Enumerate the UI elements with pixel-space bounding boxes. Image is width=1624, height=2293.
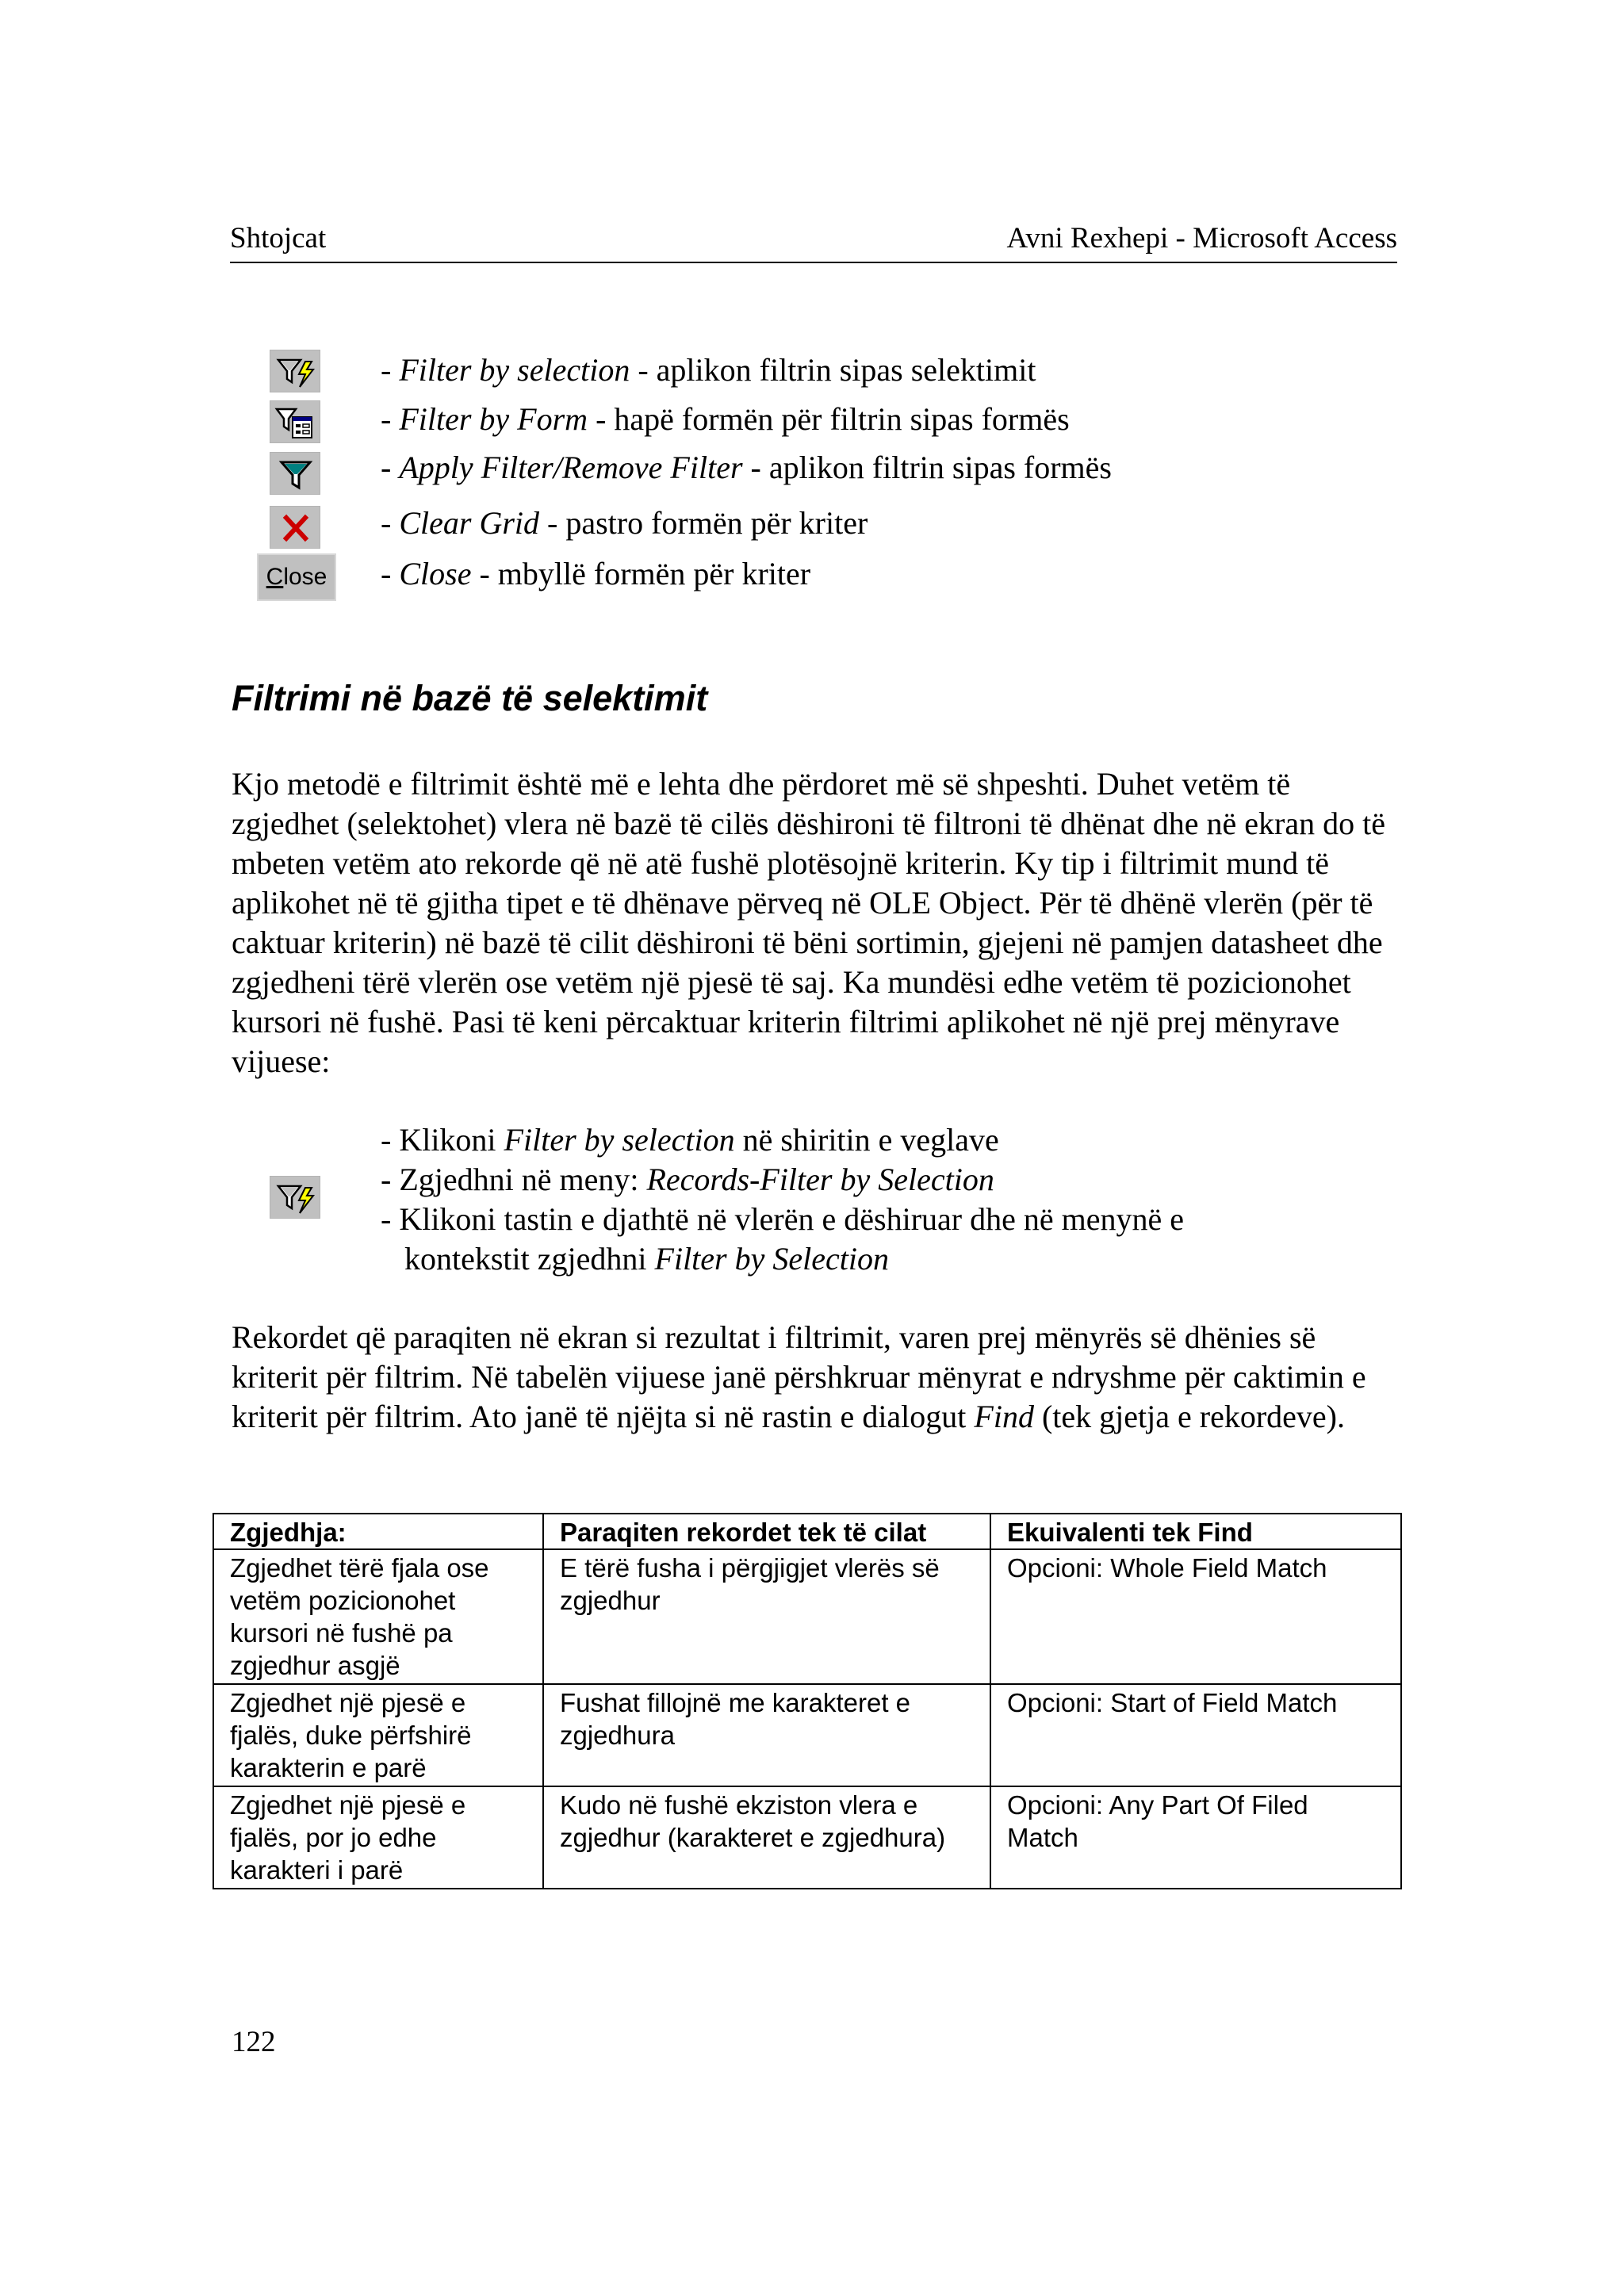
step-term: Records-Filter by Selection [646, 1162, 994, 1197]
step-text: kontekstit zgjedhni [381, 1241, 655, 1277]
step-term: Filter by Selection [654, 1241, 889, 1277]
results-paragraph-text: Rekordet që paraqiten në ekran si rezultat i filtrimit, varen prej mënyrës së dhënies së kriterit për filtrim. Në tabelën vijuese janë përshkruar mënyrat e ndryshme për caktimin e kriterit për filtrim. Ato janë të njëjta si në rastin e dialogut [232, 1319, 1366, 1434]
step-line [381, 1161, 994, 1199]
table-header-row [213, 1514, 1401, 1549]
legend-term: Filter by selection [399, 352, 630, 388]
filter-by-selection-icon [270, 1176, 320, 1219]
table-cell: Zgjedhet tërë fjala ose vetëm pozicionohet kursori në fushë pa zgjedhur asgjë [213, 1549, 543, 1684]
table-header-cell: Paraqiten rekordet tek të cilat [543, 1514, 990, 1549]
legend-desc: - mbyllë formën për kriter [471, 556, 811, 591]
close-button-mnemonic: C [266, 564, 284, 590]
table-cell: Zgjedhet një pjesë e fjalës, duke përfshirë karakterin e parë [213, 1684, 543, 1786]
step-text: - Zgjedhni në meny: [381, 1162, 647, 1197]
table-cell: Opcioni: Any Part Of Filed Match [990, 1786, 1401, 1889]
table-cell: Zgjedhet një pjesë e fjalës, por jo edhe karakteri i parë [213, 1786, 543, 1889]
close-button-label: lose [283, 564, 327, 590]
legend-term: Filter by Form [399, 401, 588, 437]
results-paragraph-tail: (tek gjetja e rekordeve). [1033, 1399, 1345, 1434]
page-header [230, 220, 1397, 263]
table-row [213, 1786, 1401, 1889]
legend-line-apply-filter: - Apply Filter/Remove Filter - aplikon filtrin sipas formës [381, 450, 1112, 485]
table-cell: Fushat fillojnë me karakteret e zgjedhura [543, 1684, 990, 1786]
criteria-table-wrap [213, 1513, 1402, 1889]
legend-line-close: - Close - mbyllë formën për kriter [381, 556, 811, 591]
legend-term: Close [399, 556, 472, 591]
section-heading: Filtrimi në bazë të selektimit [232, 678, 708, 718]
table-header-cell: Zgjedhja: [213, 1514, 543, 1549]
clear-grid-icon [270, 506, 320, 549]
table-header-cell: Ekuivalenti tek Find [990, 1514, 1401, 1549]
step-line [381, 1240, 889, 1278]
results-paragraph [232, 1318, 1397, 1437]
legend-desc: - aplikon filtrin sipas selektimit [630, 352, 1036, 388]
header-book-title: Avni Rexhepi - Microsoft Access [1006, 222, 1397, 255]
step-text-tail: në shiritin e veglave [734, 1122, 999, 1158]
step-line [381, 1121, 999, 1159]
filter-by-selection-icon [270, 350, 320, 392]
table-cell: E tërë fusha i përgjigjet vlerës së zgjedhur [543, 1549, 990, 1684]
legend-term: Apply Filter/Remove Filter [399, 450, 743, 485]
criteria-table [213, 1513, 1402, 1889]
table-cell: Opcioni: Start of Field Match [990, 1684, 1401, 1786]
step-text: - Klikoni tastin e djathtë në vlerën e dëshiruar dhe në menynë e [381, 1201, 1184, 1237]
table-cell: Opcioni: Whole Field Match [990, 1549, 1401, 1684]
legend-line-filter-by-selection: - Filter by selection - aplikon filtrin sipas selektimit [381, 352, 1036, 388]
page-number: 122 [232, 2026, 276, 2058]
step-term: Filter by selection [504, 1122, 735, 1158]
table-cell: Kudo në fushë ekziston vlera e zgjedhur (karakteret e zgjedhura) [543, 1786, 990, 1889]
filter-by-form-icon [270, 400, 320, 443]
legend-desc: - hapë formën për filtrin sipas formës [588, 401, 1070, 437]
legend-line-filter-by-form: - Filter by Form - hapë formën për filtrin sipas formës [381, 401, 1070, 437]
step-text: - Klikoni [381, 1122, 504, 1158]
table-row [213, 1549, 1401, 1684]
legend-term: Clear Grid [399, 505, 540, 541]
header-section-title: Shtojcat [230, 222, 327, 255]
find-term: Find [974, 1399, 1034, 1434]
table-row [213, 1684, 1401, 1786]
legend-desc: - pastro formën për kriter [539, 505, 868, 541]
close-button [257, 553, 336, 601]
intro-paragraph: Kjo metodë e filtrimit është më e lehta dhe përdoret më së shpeshti. Duhet vetëm të zgjedhet (selektohet) vlera në bazë të cilës dëshironi të filtroni të dhënat dhe në ekran do të mbeten vetëm ato rekorde që në atë fushë plotësojnë kriterin. Ky tip i filtrimit mund të aplikohet në të gjitha tipet e të dhënave përveq në OLE Object. Për të dhënë vlerën (për të caktuar kriterin) në bazë të cilit dëshironi të bëni sortimin, gjejeni në pamjen datasheet dhe zgjedheni tërë vlerën ose vetëm një pjesë të saj. Ka mundësi edhe vetëm të pozicionohet kursori në fushë. Pasi të keni përcaktuar kriterin filtrimi aplikohet në një prej mënyrave vijuese: [232, 766, 1385, 1079]
legend-line-clear-grid: - Clear Grid - pastro formën për kriter [381, 505, 868, 541]
apply-filter-icon [270, 452, 320, 495]
legend-desc: - aplikon filtrin sipas formës [742, 450, 1112, 485]
step-line [381, 1200, 1184, 1238]
